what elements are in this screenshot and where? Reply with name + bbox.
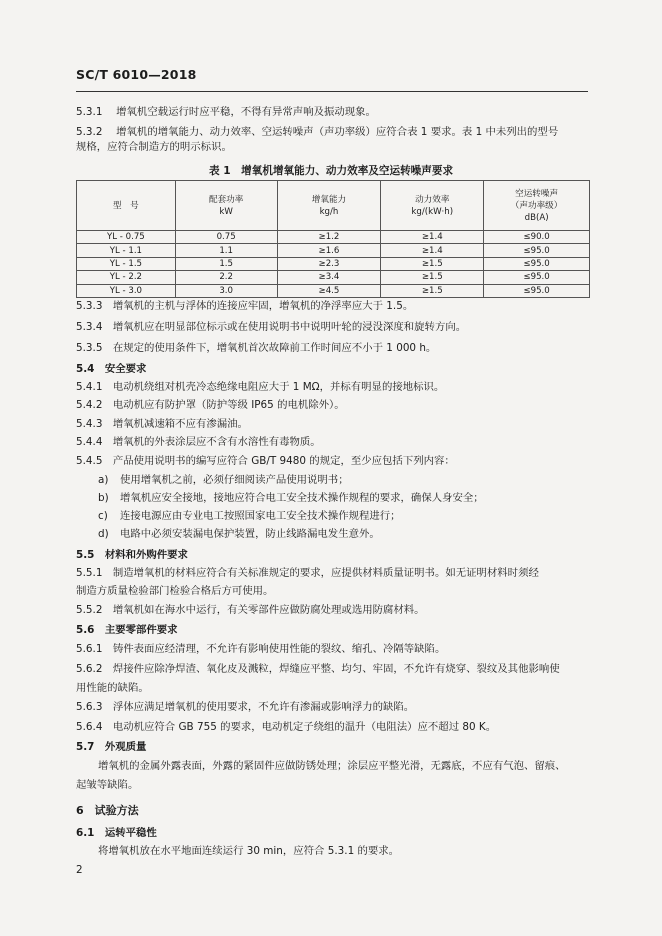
clause-5-5-2: 5.5.2 增氧机如在海水中运行，有关零部件应做防腐处理或选用防腐材料。: [76, 604, 425, 616]
page-number: 2: [76, 864, 83, 876]
cell-model: YL - 0.75: [77, 231, 176, 244]
cell-efficiency: ≥1.4: [381, 244, 484, 257]
section-5-6-heading: 5.6 主要零部件要求: [76, 624, 178, 636]
clause-6-1-text: 将增氧机放在水平地面连续运行 30 min，应符合 5.3.1 的要求。: [98, 845, 400, 857]
clause-5-4-1: 5.4.1 电动机绕组对机壳冷态绝缘电阻应大于 1 MΩ，并标有明显的接地标识。: [76, 381, 445, 393]
cell-model: YL - 1.5: [77, 257, 176, 270]
cell-power: 2.2: [175, 271, 277, 284]
cell-efficiency: ≥1.5: [381, 271, 484, 284]
clause-5-4-2: 5.4.2 电动机应有防护罩（防护等级 IP65 的电机除外）。: [76, 399, 345, 411]
table-row: [77, 271, 590, 284]
clause-5-4-5: 5.4.5 产品使用说明书的编写应符合 GB/T 9480 的规定，至少应包括下列内容：: [76, 455, 455, 467]
cell-efficiency: ≥1.5: [381, 284, 484, 297]
cell-power: 1.1: [175, 244, 277, 257]
cell-capacity: ≥2.3: [277, 257, 381, 270]
clause-5-3-3: 5.3.3 增氧机的主机与浮体的连接应牢固，增氧机的净浮率应大于 1.5。: [76, 300, 414, 312]
list-item-b: b) 增氧机应安全接地，接地应符合电工安全技术操作规程的要求，确保人身安全；: [98, 492, 484, 504]
header-rule: [76, 91, 588, 92]
table-row: [77, 231, 590, 244]
section-6-1-heading: 6.1 运转平稳性: [76, 827, 157, 839]
clause-5-6-1: 5.6.1 铸件表面应经清理，不允许有影响使用性能的裂纹、缩孔、冷隔等缺陷。: [76, 643, 446, 655]
clause-5-6-2: 5.6.2 焊接件应除净焊渣、氧化皮及溅粒，焊缝应平整、均匀、牢固，不允许有烧穿、裂纹及其他影响使: [76, 663, 560, 675]
appearance-paragraph-continued: 起皱等缺陷。: [76, 779, 139, 791]
cell-noise: ≤95.0: [484, 284, 590, 297]
clause-5-3-2-continued: 规格，应符合制造方的明示标识。: [76, 141, 232, 153]
clause-5-4-4: 5.4.4 增氧机的外表涂层应不含有水溶性有毒物质。: [76, 436, 321, 448]
cell-power: 0.75: [175, 231, 277, 244]
header-power: 配套功率 kW: [175, 181, 277, 231]
cell-power: 3.0: [175, 284, 277, 297]
cell-model: YL - 3.0: [77, 284, 176, 297]
cell-efficiency: ≥1.4: [381, 231, 484, 244]
table-row: [77, 257, 590, 270]
clause-5-3-2: 5.3.2 增氧机的增氧能力、动力效率、空运转噪声（声功率级）应符合表 1 要求。表 1 中未列出的型号: [76, 126, 559, 138]
cell-power: 1.5: [175, 257, 277, 270]
standard-number: SC/T 6010—2018: [76, 67, 197, 82]
clause-5-3-1: 5.3.1 增氧机空载运行时应平稳，不得有异常声响及振动现象。: [76, 106, 376, 118]
list-item-c: c) 连接电源应由专业电工按照国家电工安全技术操作规程进行；: [98, 510, 401, 522]
list-item-a: a) 使用增氧机之前，必须仔细阅读产品使用说明书；: [98, 474, 349, 486]
clause-5-5-1: 5.5.1 制造增氧机的材料应符合有关标准规定的要求，应提供材料质量证明书。如无证明材料时须经: [76, 567, 539, 579]
list-item-d: d) 电路中必须安装漏电保护装置，防止线路漏电发生意外。: [98, 528, 380, 540]
cell-noise: ≤95.0: [484, 271, 590, 284]
clause-5-5-1-continued: 制造方质量检验部门检验合格后方可使用。: [76, 585, 274, 597]
table-row: [77, 284, 590, 297]
table-header-row: [77, 181, 590, 231]
clause-5-6-2-continued: 用性能的缺陷。: [76, 682, 149, 694]
spec-table: [76, 180, 590, 298]
cell-noise: ≤95.0: [484, 244, 590, 257]
cell-efficiency: ≥1.5: [381, 257, 484, 270]
cell-capacity: ≥1.2: [277, 231, 381, 244]
cell-model: YL - 1.1: [77, 244, 176, 257]
header-oxygen-capacity: 增氧能力 kg/h: [277, 181, 381, 231]
section-5-7-heading: 5.7 外观质量: [76, 741, 147, 753]
table-row: [77, 244, 590, 257]
clause-5-6-3: 5.6.3 浮体应满足增氧机的使用要求，不允许有渗漏或影响浮力的缺陷。: [76, 701, 415, 713]
table-caption: 表 1 增氧机增氧能力、动力效率及空运转噪声要求: [208, 165, 454, 177]
cell-capacity: ≥1.6: [277, 244, 381, 257]
header-model: 型 号: [77, 181, 176, 231]
clause-5-3-5: 5.3.5 在规定的使用条件下，增氧机首次故障前工作时间应不小于 1 000 h。: [76, 342, 437, 354]
section-6-heading: 6 试验方法: [76, 804, 139, 817]
section-5-4-heading: 5.4 安全要求: [76, 363, 147, 375]
header-noise: 空运转噪声 （声功率级） dB(A): [484, 181, 590, 231]
cell-model: YL - 2.2: [77, 271, 176, 284]
cell-noise: ≤95.0: [484, 257, 590, 270]
clause-5-4-3: 5.4.3 增氧机减速箱不应有渗漏油。: [76, 418, 248, 430]
header-power-efficiency: 动力效率 kg/(kW·h): [381, 181, 484, 231]
cell-capacity: ≥3.4: [277, 271, 381, 284]
cell-capacity: ≥4.5: [277, 284, 381, 297]
appearance-paragraph: 增氧机的金属外露表面，外露的紧固件应做防锈处理；涂层应平整光滑，无露底，不应有气泡、留痕、: [98, 760, 566, 772]
clause-5-6-4: 5.6.4 电动机应符合 GB 755 的要求，电动机定子绕组的温升（电阻法）应不超过 80 K。: [76, 721, 497, 733]
clause-5-3-4: 5.3.4 增氧机应在明显部位标示或在使用说明书中说明叶轮的浸没深度和旋转方向。: [76, 321, 467, 333]
section-5-5-heading: 5.5 材料和外购件要求: [76, 549, 188, 561]
cell-noise: ≤90.0: [484, 231, 590, 244]
